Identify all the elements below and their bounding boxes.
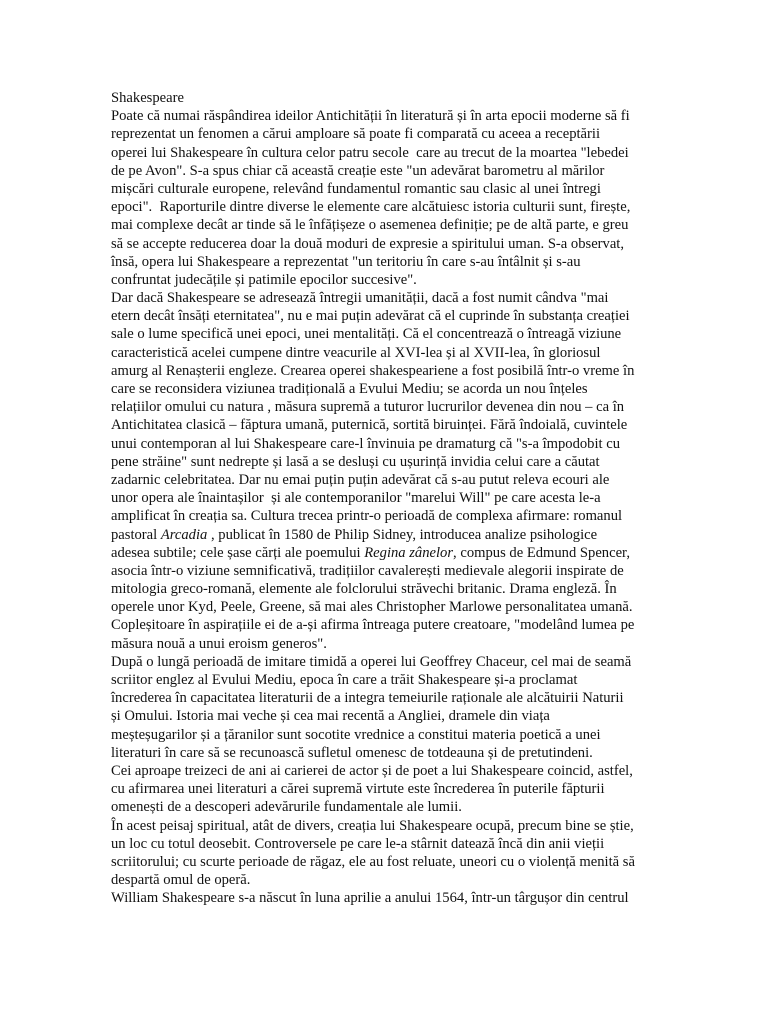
line-text: unui contemporan al lui Shakespeare care-l învinuia pe dramaturg că "s-a împodobit cu [111, 435, 620, 452]
text-line [111, 216, 659, 234]
line-text: de pe Avon". S-a spus chiar că această creație este "un adevărat barometru al mărilor [111, 162, 605, 179]
text-line [111, 544, 659, 562]
line-text: confruntat judecățile și patimile epocilor succesive". [111, 271, 417, 288]
line-text: Copleșitoare în aspirațiile ei de a-și afirma întreaga putere creatoare, "modelând lumea pe [111, 617, 635, 634]
italic-title-text: Arcadia [160, 526, 208, 543]
line-text: Antichitatea clasică – făptura umană, puternică, sortită biruinței. Fără îndoială, cuvintele [111, 417, 628, 434]
line-text: operele unor Kyd, Peele, Greene, să mai ales Christopher Marlowe personalitatea umană. [111, 599, 633, 616]
line-text: încrederea în capacitatea literaturii de a integra temeiurile raționale ale alcătuirii Naturii [111, 690, 624, 707]
text-line [111, 871, 659, 889]
text-line [111, 817, 659, 835]
line-text: sale o lume specifică unei epoci, unei mentalități. Că el concentrează o întreagă viziune [111, 326, 622, 343]
text-line [111, 653, 659, 671]
text-line [111, 307, 659, 325]
line-text: epoci". Raporturile dintre diverse le elemente care alcătuiesc istoria culturii sunt, firește, [111, 199, 631, 216]
text-line [111, 780, 659, 798]
text-line [111, 853, 659, 871]
text-line [111, 616, 659, 634]
line-text: scriitorului; cu scurte perioade de răgaz, ele au fost reluate, uneori cu o violență menită să [111, 853, 635, 870]
text-line [111, 635, 659, 653]
line-text: amplificat în creația sa. Cultura trecea printr-o perioadă de complexa afirmare: romanul [111, 508, 623, 525]
text-line [111, 526, 659, 544]
line-text: să se accepte reducerea doar la două moduri de expresie a spiritului uman. S-a observat, [111, 235, 625, 252]
text-line [111, 762, 659, 780]
text-line [111, 671, 659, 689]
text-line [111, 835, 659, 853]
line-text: După o lungă perioadă de imitare timidă a operei lui Geoffrey Chaceur, cel mai de seamă [111, 653, 632, 670]
line-text: măsura nouă a unui eroism generos". [111, 635, 327, 652]
text-line [111, 235, 659, 253]
line-text: , publicat în 1580 de Philip Sidney, introducea analize psihologice [207, 526, 598, 543]
text-line [111, 253, 659, 271]
text-line [111, 325, 659, 343]
line-text: zadarnic celebritatea. Dar nu emai puțin puțin adevărat că s-au putut releva ecouri ale [111, 471, 610, 488]
line-text: etern decât însăți eternitatea", nu e mai puțin adevărat că el cuprinde în substanța creației [111, 308, 630, 325]
text-line [111, 580, 659, 598]
text-line [111, 435, 659, 453]
text-line [111, 416, 659, 434]
text-line [111, 798, 659, 816]
line-text: Cei aproape treizeci de ani ai carierei de actor și de poet a lui Shakespeare coincid, astfel, [111, 762, 633, 779]
line-text: asocia într-o viziune semnificativă, tradițiilor cavalerești medievale alegorii inspirate de [111, 562, 624, 579]
line-text: literaturi în care să se recunoască sufletul omenesc de totdeauna și de pretutindeni. [111, 744, 593, 761]
text-line [111, 726, 659, 744]
text-line [111, 289, 659, 307]
text-line [111, 744, 659, 762]
text-line [111, 689, 659, 707]
line-text: meșteșugarilor și a țăranilor sunt socotite vrednice a constitui materia poetică a unei [111, 726, 601, 743]
line-text: despartă omul de operă. [111, 872, 251, 889]
italic-title-text: Regina zânelor [364, 544, 454, 561]
text-line [111, 180, 659, 198]
line-text: cu afirmarea unei literaturi a cărei supremă virtute este încrederea în puterile făpturii [111, 781, 605, 798]
line-text: pene străine" sunt nedrepte și lasă a se desluși cu ușurință invidia celui care a căutat [111, 453, 600, 470]
text-line [111, 125, 659, 143]
text-line [111, 198, 659, 216]
line-text: un loc cu totul deosebit. Controversele pe care le-a stârnit datează încă din anii vieții [111, 835, 605, 852]
text-line [111, 362, 659, 380]
text-line [111, 889, 659, 907]
line-text: relațiilor omului cu natura , măsura supremă a tuturor lucrurilor devenea din nou – ca în [111, 399, 625, 416]
line-text: unor opera ale înaintașilor și ale contemporanilor "marelui Will" pe care acesta le-a [111, 490, 601, 507]
text-line [111, 271, 659, 289]
text-line [111, 707, 659, 725]
line-text: adesea subtile; cele șase cărți ale poemului [111, 544, 365, 561]
text-line [111, 562, 659, 580]
line-text: mai complexe decât ar tinde să le înfățișeze o asemenea definiție; pe de altă parte, e greu [111, 217, 629, 234]
text-line [111, 144, 659, 162]
line-text: însă, opera lui Shakespeare a reprezentat "un teritoriu în care s-au întâlnit și s-au [111, 253, 581, 270]
line-text: În acest peisaj spiritual, atât de divers, creația lui Shakespeare ocupă, precum bine se știe, [111, 817, 634, 834]
text-line [111, 380, 659, 398]
text-line [111, 453, 659, 471]
text-line [111, 489, 659, 507]
line-text: pastoral [111, 526, 161, 543]
line-text: reprezentat un fenomen a cărui amploare să poate fi comparată cu aceea a receptării [111, 126, 600, 143]
line-text: mitologia greco-romană, elemente ale folclorului străvechi britanic. Drama engleză. În [111, 581, 617, 598]
document-body [111, 89, 659, 907]
line-text: și Omului. Istoria mai veche și cea mai recentă a Angliei, dramele din viața [111, 708, 550, 725]
text-line [111, 507, 659, 525]
line-text: caracteristică acelei cumpene dintre veacurile al XVI-lea și al XVII-lea, în gloriosul [111, 344, 601, 361]
line-text: mișcări culturale europene, relevând fundamentul romantic sau clasic al unei întregi [111, 180, 601, 197]
text-line [111, 598, 659, 616]
line-text: Dar dacă Shakespeare se adresează întregii umanității, dacă a fost numit cândva "mai [111, 290, 609, 307]
line-text: William Shakespeare s-a născut în luna aprilie a anului 1564, într-un târgușor din centrul [111, 890, 629, 907]
line-text: care se reconsidera viziunea tradițională a Evului Mediu; se acorda un nou înțeles [111, 381, 588, 397]
text-line [111, 162, 659, 180]
line-text: amurg al Renașterii engleze. Crearea operei shakespeariene a fost posibilă într-o vreme în [111, 362, 635, 379]
text-line [111, 344, 659, 362]
line-text: operei lui Shakespeare în cultura celor patru secole care au trecut de la moartea "lebedei [111, 144, 629, 161]
line-text: scriitor englez al Evului Mediu, epoca în care a trăit Shakespeare și-a proclamat [111, 672, 578, 688]
document-title: Shakespeare [111, 90, 184, 106]
text-line [111, 107, 659, 125]
line-text: omenești de a descoperi adevărurile fundamentale ale lumii. [111, 799, 462, 816]
text-line [111, 398, 659, 416]
line-text: Poate că numai răspândirea ideilor Antichității în literatură și în arta epocii moderne să fi [111, 108, 630, 125]
text-line [111, 471, 659, 489]
line-text: , compus de Edmund Spencer, [453, 544, 630, 561]
